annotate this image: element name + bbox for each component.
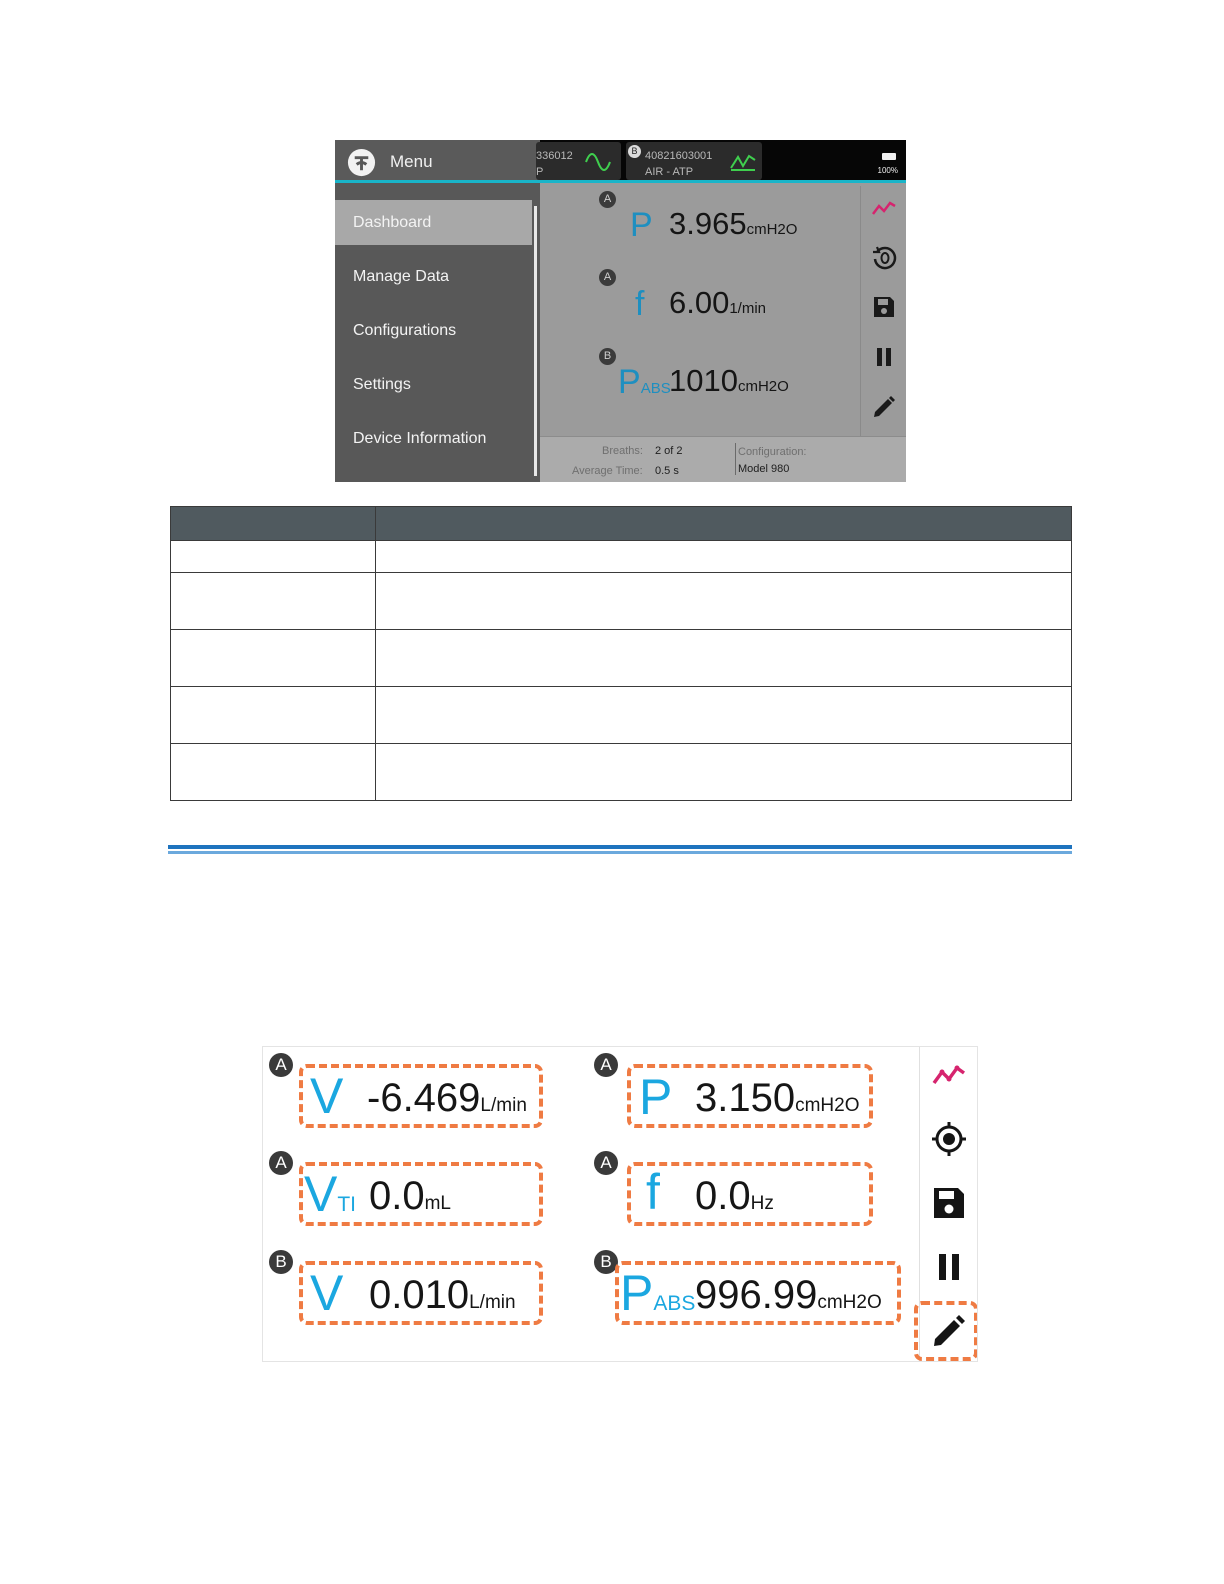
table-cell — [376, 541, 1072, 573]
sensor-serial: 336012 — [536, 150, 573, 162]
table-cell — [376, 573, 1072, 630]
menu-item-dashboard[interactable]: Dashboard — [335, 200, 532, 245]
reading-value: 3.150cmH2O — [695, 1076, 860, 1120]
reading-value: 0.0Hz — [695, 1174, 774, 1218]
trend-icon[interactable] — [871, 196, 897, 222]
table-row — [171, 541, 1072, 573]
sensor-chip-a[interactable] — [536, 142, 621, 180]
dashboard-screenshot — [335, 140, 906, 482]
sensor-chip-b[interactable] — [626, 142, 762, 180]
zero-reset-icon[interactable] — [871, 244, 897, 270]
average-time-label: Average Time: — [572, 465, 643, 477]
status-divider — [735, 443, 736, 475]
frequency-symbol: f — [646, 1164, 660, 1220]
status-bar — [540, 436, 906, 482]
reading-value: 0.0mL — [369, 1174, 452, 1218]
menu-item-settings[interactable]: Settings — [353, 376, 411, 393]
table-header-cell — [171, 507, 376, 541]
flow-symbol: V — [310, 1265, 344, 1321]
table-cell — [171, 573, 376, 630]
probe-badge: A — [269, 1053, 293, 1077]
table-row — [171, 573, 1072, 630]
pause-icon[interactable] — [931, 1249, 967, 1285]
table-cell — [376, 630, 1072, 687]
menu-title[interactable]: Menu — [390, 152, 433, 171]
edit-mode-screenshot — [262, 1046, 978, 1362]
table-row — [171, 630, 1072, 687]
menu-scrollbar[interactable] — [534, 206, 537, 476]
average-time-value: 0.5 s — [655, 465, 679, 477]
table-cell — [376, 687, 1072, 744]
reading-value: 0.010L/min — [369, 1273, 516, 1317]
sensor-type: P — [536, 166, 544, 178]
sensor-bar — [536, 140, 906, 183]
table-row — [171, 687, 1072, 744]
menu-item-manage-data[interactable]: Manage Data — [353, 268, 450, 285]
table-cell — [376, 744, 1072, 801]
table-header-cell — [376, 507, 1072, 541]
menu-header — [335, 140, 540, 183]
menu-pane — [335, 140, 540, 482]
probe-badge: B — [594, 1250, 618, 1274]
reading-value: 996.99cmH2O — [695, 1273, 882, 1317]
flow-wave-icon — [729, 148, 757, 176]
menu-item-configurations[interactable]: Configurations — [353, 322, 457, 339]
probe-badge: A — [594, 1053, 618, 1077]
reading-symbol: f — [635, 285, 645, 323]
breaths-value: 2 of 2 — [655, 445, 683, 457]
probe-badge: A — [599, 191, 616, 208]
configuration-label: Configuration: — [738, 446, 807, 458]
reading-value: -6.469L/min — [367, 1076, 527, 1120]
configuration-value: Model 980 — [738, 463, 790, 475]
sensor-type: AIR - ATP — [645, 166, 694, 178]
table-cell — [171, 541, 376, 573]
edit-icon[interactable] — [871, 394, 897, 420]
probe-badge: B — [269, 1250, 293, 1274]
table-header-row — [171, 507, 1072, 541]
tool-column — [860, 186, 906, 436]
reading-value[interactable]: 6.001/min — [669, 285, 767, 320]
dashboard-readings — [540, 186, 860, 436]
reading-value[interactable]: 1010cmH2O — [669, 363, 789, 398]
flow-symbol: V — [310, 1068, 344, 1124]
table-cell — [171, 630, 376, 687]
sensor-badge: B — [628, 145, 641, 158]
battery-percent: 100% — [877, 166, 898, 175]
save-icon[interactable] — [931, 1185, 967, 1221]
volume-symbol: VTI — [304, 1166, 357, 1222]
sine-wave-icon — [584, 148, 612, 176]
breaths-label: Breaths: — [602, 445, 643, 457]
section-rule-thin — [168, 851, 1072, 854]
edit-button-highlight — [914, 1301, 978, 1361]
trend-icon[interactable] — [931, 1057, 967, 1093]
probe-badge: A — [599, 269, 616, 286]
reading-symbol: PABS — [618, 363, 671, 401]
probe-badge: A — [269, 1151, 293, 1175]
pressure-symbol: P — [639, 1069, 673, 1125]
reading-value[interactable]: 3.965cmH2O — [669, 206, 798, 241]
table-cell — [171, 687, 376, 744]
table-row — [171, 744, 1072, 801]
section-rule — [168, 845, 1072, 849]
tsi-logo-icon — [346, 147, 377, 178]
menu-item-device-information[interactable]: Device Information — [353, 430, 487, 447]
sensor-serial: 40821603001 — [645, 150, 713, 162]
probe-badge: A — [594, 1151, 618, 1175]
pause-icon[interactable] — [871, 344, 897, 370]
save-icon[interactable] — [871, 294, 897, 320]
absolute-pressure-symbol: PABS — [620, 1265, 696, 1321]
probe-badge: B — [599, 348, 616, 365]
target-icon[interactable] — [931, 1121, 967, 1157]
description-table — [170, 506, 1072, 801]
reading-symbol: P — [630, 206, 653, 244]
table-cell — [171, 744, 376, 801]
battery-icon — [882, 153, 896, 160]
